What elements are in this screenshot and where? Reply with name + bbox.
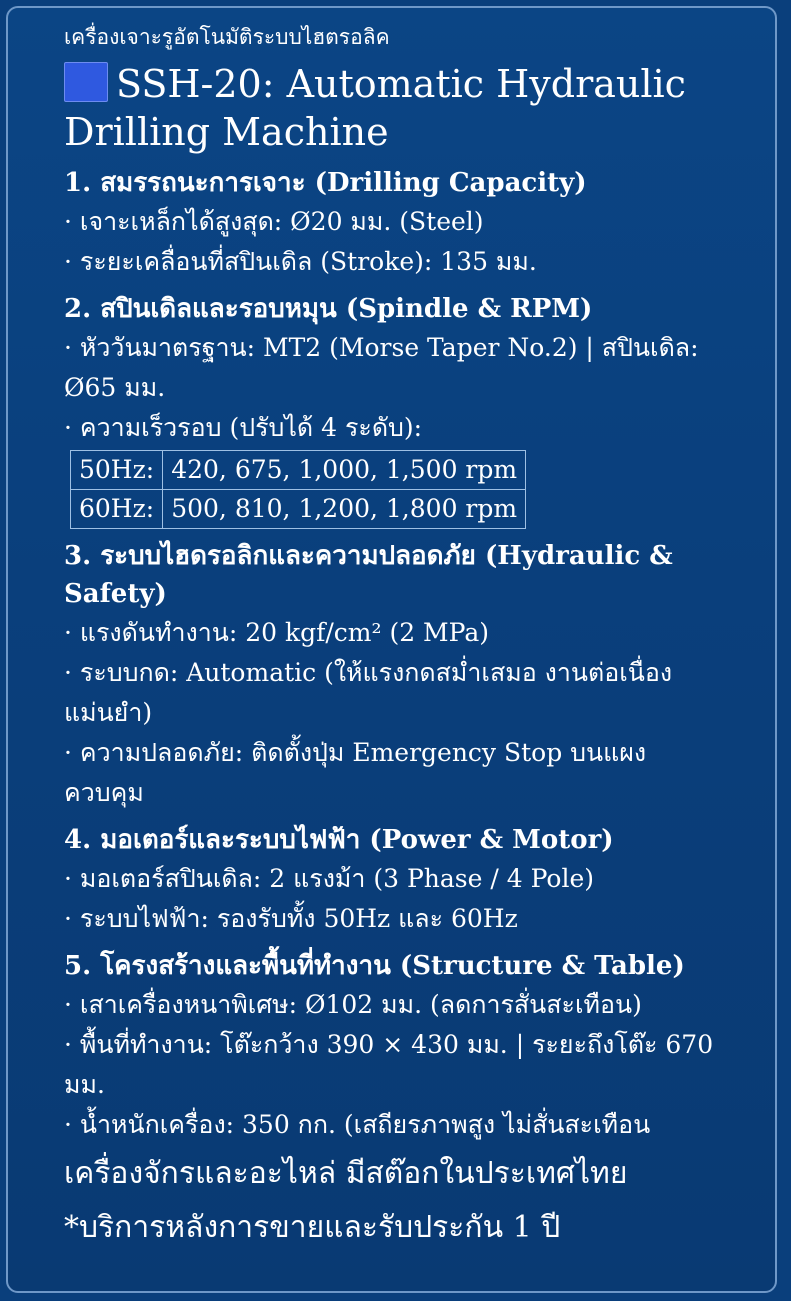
section-1-bullet-1: · เจาะเหล็กได้สูงสุด: Ø20 มม. (Steel) <box>64 207 484 236</box>
section-3-bullet-2-line-1: · ระบบกด: Automatic (ให้แรงกดสม่ำเสมอ งานต่อเนื่อง <box>64 658 673 687</box>
product-title <box>64 60 784 156</box>
thai-subtitle: เครื่องเจาะรูอัตโนมัติระบบไฮตรอลิค <box>64 25 390 49</box>
section-2-bullet-2: · ความเร็วรอบ (ปรับได้ 4 ระดับ): <box>64 413 423 442</box>
section-4-bullet-1: · มอเตอร์สปินเดิล: 2 แรงม้า (3 Phase / 4 Pole) <box>64 864 594 893</box>
spec-card <box>6 6 777 1293</box>
section-5-bullet-1: · เสาเครื่องหนาพิเศษ: Ø102 มม. (ลดการสั่นสะเทือน) <box>64 990 642 1019</box>
section-3-heading-line-1: 3. ระบบไฮดรอลิกและความปลอดภัย (Hydraulic & <box>64 541 673 571</box>
section-5-bullet-2-line-1: · พื้นที่ทำงาน: โต๊ะกว้าง 390 × 430 มม. | ระยะถึงโต๊ะ 670 <box>64 1030 714 1059</box>
section-2-bullet-1-line-2: Ø65 มม. <box>64 373 166 402</box>
title-line-1: SSH-20: Automatic Hydraulic <box>116 62 686 106</box>
rpm-freq-cell: 60Hz: <box>71 490 163 529</box>
section-3-bullet-3-line-2: ควบคุม <box>64 778 144 807</box>
footer-warranty-note: *บริการหลังการขายและรับประกัน 1 ปี <box>64 1210 561 1245</box>
section-3-bullet-2-line-2: แม่นยำ) <box>64 698 153 727</box>
section-3-heading-line-2: Safety) <box>64 579 167 609</box>
rpm-values-cell: 420, 675, 1,000, 1,500 rpm <box>163 451 526 490</box>
spec-content <box>64 20 784 1255</box>
section-5-bullet-2-line-2: มม. <box>64 1070 105 1099</box>
blue-square-icon <box>64 62 108 102</box>
section-5-bullet-3: · น้ำหนักเครื่อง: 350 กก. (เสถียรภาพสูง ไม่สั่นสะเทือน <box>64 1110 651 1139</box>
section-3-bullet-3-line-1: · ความปลอดภัย: ติดตั้งปุ่ม Emergency Stop บนแผง <box>64 738 647 767</box>
footer-stock-note: เครื่องจักรและอะไหล่ มีสต๊อกในประเทศไทย <box>64 1156 628 1191</box>
section-5-heading: 5. โครงสร้างและพื้นที่ทำงาน (Structure & Table) <box>64 951 685 981</box>
section-1-bullet-2: · ระยะเคลื่อนที่สปินเดิล (Stroke): 135 มม. <box>64 247 537 276</box>
section-4-bullet-2: · ระบบไฟฟ้า: รองรับทั้ง 50Hz และ 60Hz <box>64 904 518 933</box>
section-4-heading: 4. มอเตอร์และระบบไฟฟ้า (Power & Motor) <box>64 825 614 855</box>
title-line-2: Drilling Machine <box>64 110 389 154</box>
rpm-freq-cell: 50Hz: <box>71 451 163 490</box>
rpm-values-cell: 500, 810, 1,200, 1,800 rpm <box>163 490 526 529</box>
section-1-heading: 1. สมรรถนะการเจาะ (Drilling Capacity) <box>64 168 587 198</box>
table-row <box>71 451 526 490</box>
section-2-bullet-1-line-1: · หัววันมาตรฐาน: MT2 (Morse Taper No.2) | สปินเดิล: <box>64 333 699 362</box>
section-2-heading: 2. สปินเดิลและรอบหมุน (Spindle & RPM) <box>64 294 593 324</box>
rpm-table <box>70 450 526 529</box>
section-3-bullet-1: · แรงดันทำงาน: 20 kgf/cm² (2 MPa) <box>64 618 490 647</box>
table-row <box>71 490 526 529</box>
